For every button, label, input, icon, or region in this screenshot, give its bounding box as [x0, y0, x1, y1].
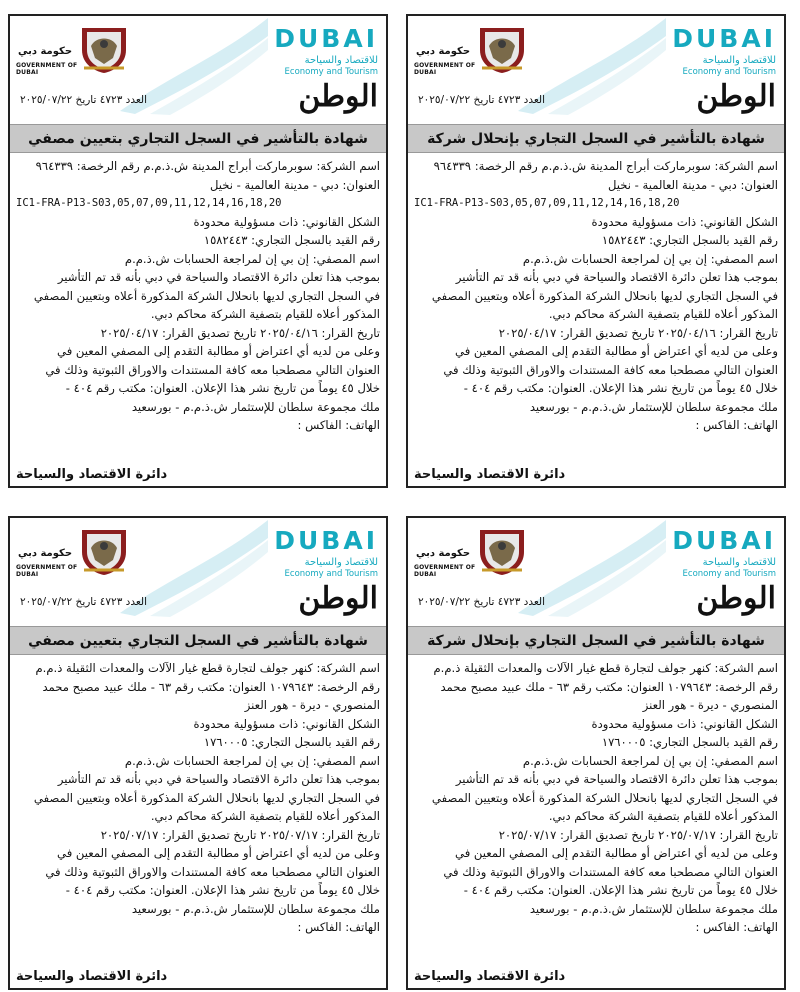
notice-header	[408, 518, 784, 626]
newspaper-name: الوطن	[298, 79, 378, 114]
dubai-wordmark: DUBAI	[274, 24, 378, 53]
notice-line: المذكور أعلاه للقيام بتصفية الشركة محاكم دبي.	[548, 809, 778, 823]
notice-line: تاريخ القرار: ٢٠٢٥/٠٤/١٦ تاريخ تصديق القرار: ٢٠٢٥/٠٤/١٧	[498, 325, 778, 340]
notice-line: العنوان التالي مصطحبا معه كافة المستندات والاوراق الثبوتية وذلك في	[45, 362, 380, 377]
dubai-wordmark: DUBAI	[274, 526, 378, 555]
government-of-dubai-logo	[414, 524, 532, 582]
government-arabic-label: حكومة دبي	[416, 548, 471, 559]
notice-line: تاريخ القرار: ٢٠٢٥/٠٧/١٧ تاريخ تصديق القرار: ٢٠٢٥/٠٧/١٧	[498, 827, 778, 842]
notice-line: رقم القيد بالسجل التجاري: ١٥٨٢٤٤٣	[203, 233, 380, 247]
issue-date: العدد ٤٧٢٣ تاريخ ٢٠٢٥/٠٧/٢٢	[20, 94, 148, 106]
notice-line: العنوان: دبي - مدينة العالمية - نخيل	[209, 177, 380, 192]
notice-line: في السجل التجاري لديها بانحلال الشركة المذكورة أعلاه وبتعيين المصفي	[33, 288, 380, 303]
dubai-wordmark: DUBAI	[672, 526, 776, 555]
ministry-english-label: Economy and Tourism	[682, 67, 776, 77]
notice-line: بموجب هذا تعلن دائرة الاقتصاد والسياحة في دبي بأنه قد تم التأشير	[455, 772, 778, 786]
ministry-english-label: Economy and Tourism	[682, 569, 776, 579]
notice-line: ملك مجموعة سلطان للإستثمار ش.ذ.م.م - بورسعيد	[131, 901, 380, 916]
ministry-arabic-label: للاقتصاد والسياحة	[304, 557, 378, 568]
notice-line: بموجب هذا تعلن دائرة الاقتصاد والسياحة في دبي بأنه قد تم التأشير	[57, 270, 380, 284]
notice-line: المذكور أعلاه للقيام بتصفية الشركة محاكم دبي.	[150, 307, 380, 321]
department-signature: دائرة الاقتصاد والسياحة	[414, 467, 566, 482]
notice-line: رقم الرخصة: ١٠٧٩٦٤٣ العنوان: مكتب رقم ٦٣ - ملك عبيد مصبح محمد	[440, 679, 778, 694]
notice-line: المنصوري - ديرة - هور العنز	[244, 698, 380, 712]
notice-line: وعلى من لديه أي اعتراض أو مطالبة التقدم إلى المصفي المعين في	[57, 344, 380, 358]
notice-line: الهاتف: الفاكس :	[695, 920, 778, 934]
notice-line: المنصوري - ديرة - هور العنز	[642, 698, 778, 712]
government-english-label: GOVERNMENT OF DUBAI	[414, 564, 476, 578]
notice-line: رقم القيد بالسجل التجاري: ١٧٦٠٠٠٥	[203, 735, 380, 749]
government-arabic-label: حكومة دبي	[18, 46, 73, 57]
notice-title: شهادة بالتأشير في السجل التجاري بتعيين مصفي	[10, 626, 386, 655]
notice-line: ملك مجموعة سلطان للإستثمار ش.ذ.م.م - بورسعيد	[529, 399, 778, 414]
government-arabic-label: حكومة دبي	[416, 46, 471, 57]
notice-line: رقم الرخصة: ١٠٧٩٦٤٣ العنوان: مكتب رقم ٦٣ - ملك عبيد مصبح محمد	[42, 679, 380, 694]
notice-line: اسم الشركة: كنهر جولف لتجارة قطع غيار الآلات والمعدات الثقيلة ذ.م.م	[35, 661, 380, 675]
notice-liquidator-kenhar	[8, 516, 388, 990]
notice-line: العنوان التالي مصطحبا معه كافة المستندات والاوراق الثبوتية وذلك في	[443, 864, 778, 879]
notice-line: الشكل القانوني: ذات مسؤولية محدودة	[591, 214, 778, 229]
notice-line: اسم الشركة: كنهر جولف لتجارة قطع غيار الآلات والمعدات الثقيلة ذ.م.م	[433, 661, 778, 675]
notice-line: اسم المصفي: إن بي إن لمراجعة الحسابات ش.ذ.م.م	[124, 753, 380, 768]
dubai-economy-logo	[274, 526, 378, 586]
notice-line: اسم المصفي: إن بي إن لمراجعة الحسابات ش.ذ.م.م	[522, 753, 778, 768]
notice-line: خلال ٤٥ يوماً من تاريخ نشر هذا الإعلان. العنوان: مكتب رقم ٤٠٤ -	[65, 381, 380, 395]
government-of-dubai-logo	[414, 22, 532, 80]
dubai-economy-logo	[672, 24, 776, 84]
notice-line: IC1-FRA-P13-S03,05,07,09,11,12,14,16,18,20	[16, 197, 282, 209]
dubai-economy-logo	[672, 526, 776, 586]
newspaper-name: الوطن	[696, 79, 776, 114]
notice-line: بموجب هذا تعلن دائرة الاقتصاد والسياحة في دبي بأنه قد تم التأشير	[57, 772, 380, 786]
notice-line: تاريخ القرار: ٢٠٢٥/٠٤/١٦ تاريخ تصديق القرار: ٢٠٢٥/٠٤/١٧	[100, 325, 380, 340]
notice-line: اسم الشركة: سوبرماركت أبراج المدينة ش.ذ.م.م رقم الرخصة: ٩٦٤٣٣٩	[433, 159, 778, 173]
ministry-arabic-label: للاقتصاد والسياحة	[702, 557, 776, 568]
notice-line: خلال ٤٥ يوماً من تاريخ نشر هذا الإعلان. العنوان: مكتب رقم ٤٠٤ -	[463, 883, 778, 897]
notice-line: اسم المصفي: إن بي إن لمراجعة الحسابات ش.ذ.م.م	[522, 251, 778, 266]
notice-line: الشكل القانوني: ذات مسؤولية محدودة	[591, 716, 778, 731]
notice-line: وعلى من لديه أي اعتراض أو مطالبة التقدم إلى المصفي المعين في	[455, 344, 778, 358]
notice-liquidator-supermarket	[8, 14, 388, 488]
notice-body	[10, 655, 386, 937]
government-of-dubai-logo	[16, 524, 134, 582]
notice-line: اسم الشركة: سوبرماركت أبراج المدينة ش.ذ.م.م رقم الرخصة: ٩٦٤٣٣٩	[35, 159, 380, 173]
newspaper-name: الوطن	[696, 581, 776, 616]
notice-line: الهاتف: الفاكس :	[297, 920, 380, 934]
notice-line: بموجب هذا تعلن دائرة الاقتصاد والسياحة في دبي بأنه قد تم التأشير	[455, 270, 778, 284]
dubai-wordmark: DUBAI	[672, 24, 776, 53]
notice-line: العنوان: دبي - مدينة العالمية - نخيل	[607, 177, 778, 192]
issue-date: العدد ٤٧٢٣ تاريخ ٢٠٢٥/٠٧/٢٢	[20, 596, 148, 608]
issue-date: العدد ٤٧٢٣ تاريخ ٢٠٢٥/٠٧/٢٢	[418, 94, 546, 106]
notice-line: الهاتف: الفاكس :	[695, 418, 778, 432]
notice-line: رقم القيد بالسجل التجاري: ١٥٨٢٤٤٣	[601, 233, 778, 247]
notice-line: وعلى من لديه أي اعتراض أو مطالبة التقدم إلى المصفي المعين في	[455, 846, 778, 860]
notice-line: خلال ٤٥ يوماً من تاريخ نشر هذا الإعلان. العنوان: مكتب رقم ٤٠٤ -	[65, 883, 380, 897]
notice-line: الشكل القانوني: ذات مسؤولية محدودة	[193, 716, 380, 731]
ministry-arabic-label: للاقتصاد والسياحة	[304, 55, 378, 66]
notice-line: المذكور أعلاه للقيام بتصفية الشركة محاكم دبي.	[150, 809, 380, 823]
department-signature: دائرة الاقتصاد والسياحة	[16, 467, 168, 482]
notice-line: ملك مجموعة سلطان للإستثمار ش.ذ.م.م - بورسعيد	[131, 399, 380, 414]
issue-date: العدد ٤٧٢٣ تاريخ ٢٠٢٥/٠٧/٢٢	[418, 596, 546, 608]
notice-line: خلال ٤٥ يوماً من تاريخ نشر هذا الإعلان. العنوان: مكتب رقم ٤٠٤ -	[463, 381, 778, 395]
notice-line: اسم المصفي: إن بي إن لمراجعة الحسابات ش.ذ.م.م	[124, 251, 380, 266]
notice-liquidation-supermarket	[406, 14, 786, 488]
government-of-dubai-logo	[16, 22, 134, 80]
notice-line: العنوان التالي مصطحبا معه كافة المستندات والاوراق الثبوتية وذلك في	[45, 864, 380, 879]
notice-line: في السجل التجاري لديها بانحلال الشركة المذكورة أعلاه وبتعيين المصفي	[431, 288, 778, 303]
notice-line: وعلى من لديه أي اعتراض أو مطالبة التقدم إلى المصفي المعين في	[57, 846, 380, 860]
newspaper-name: الوطن	[298, 581, 378, 616]
notice-line: الهاتف: الفاكس :	[297, 418, 380, 432]
notice-line: المذكور أعلاه للقيام بتصفية الشركة محاكم دبي.	[548, 307, 778, 321]
ministry-english-label: Economy and Tourism	[284, 67, 378, 77]
department-signature: دائرة الاقتصاد والسياحة	[414, 969, 566, 984]
notice-header	[408, 16, 784, 124]
notice-line: تاريخ القرار: ٢٠٢٥/٠٧/١٧ تاريخ تصديق القرار: ٢٠٢٥/٠٧/١٧	[100, 827, 380, 842]
notice-line: ملك مجموعة سلطان للإستثمار ش.ذ.م.م - بورسعيد	[529, 901, 778, 916]
notice-body	[408, 153, 784, 435]
government-arabic-label: حكومة دبي	[18, 548, 73, 559]
notice-header	[10, 518, 386, 626]
notice-title: شهادة بالتأشير في السجل التجاري بتعيين مصفي	[10, 124, 386, 153]
notice-line: الشكل القانوني: ذات مسؤولية محدودة	[193, 214, 380, 229]
ministry-arabic-label: للاقتصاد والسياحة	[702, 55, 776, 66]
notice-line: رقم القيد بالسجل التجاري: ١٧٦٠٠٠٥	[601, 735, 778, 749]
notice-line: العنوان التالي مصطحبا معه كافة المستندات والاوراق الثبوتية وذلك في	[443, 362, 778, 377]
notice-header	[10, 16, 386, 124]
notice-line: في السجل التجاري لديها بانحلال الشركة المذكورة أعلاه وبتعيين المصفي	[33, 790, 380, 805]
government-english-label: GOVERNMENT OF DUBAI	[16, 62, 78, 76]
government-english-label: GOVERNMENT OF DUBAI	[414, 62, 476, 76]
notice-liquidation-kenhar	[406, 516, 786, 990]
notice-line: IC1-FRA-P13-S03,05,07,09,11,12,14,16,18,20	[414, 197, 680, 209]
notice-title: شهادة بالتأشير في السجل التجاري بإنحلال شركة	[408, 626, 784, 655]
government-english-label: GOVERNMENT OF DUBAI	[16, 564, 78, 578]
department-signature: دائرة الاقتصاد والسياحة	[16, 969, 168, 984]
notice-line: في السجل التجاري لديها بانحلال الشركة المذكورة أعلاه وبتعيين المصفي	[431, 790, 778, 805]
notice-title: شهادة بالتأشير في السجل التجاري بإنحلال شركة	[408, 124, 784, 153]
dubai-economy-logo	[274, 24, 378, 84]
ministry-english-label: Economy and Tourism	[284, 569, 378, 579]
notice-body	[408, 655, 784, 937]
notice-body	[10, 153, 386, 435]
